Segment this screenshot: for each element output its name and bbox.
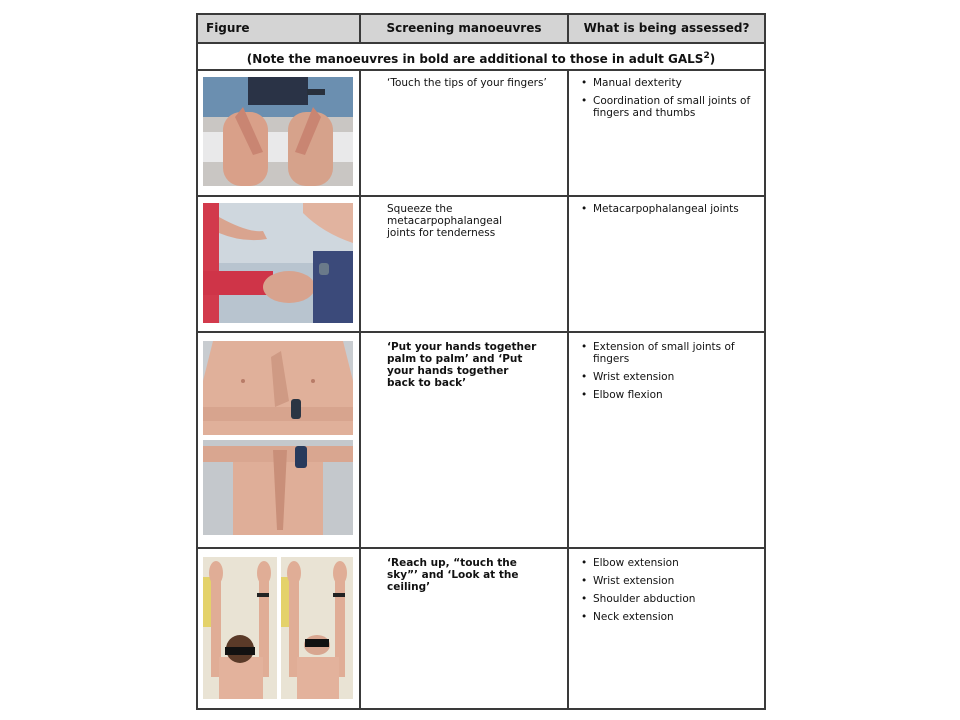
column-divider <box>359 15 361 708</box>
photo-look-ceiling <box>281 557 353 699</box>
assessed-list <box>581 557 759 629</box>
photo-back-to-back <box>203 440 353 535</box>
assessed-list <box>581 203 759 221</box>
screening-table <box>196 13 766 710</box>
photo-mcp-squeeze <box>203 203 353 323</box>
manoeuvre-text: ‘Put your hands together palm to palm’ and ‘Put your hands together back to back’ <box>387 341 537 389</box>
column-divider <box>567 15 569 708</box>
note-superscript: 2 <box>703 51 710 61</box>
note-text: (Note the manoeuvres in bold are additional to those in adult GALS <box>246 52 704 66</box>
assessed-item: • Elbow extension <box>581 557 759 569</box>
assessed-list <box>581 341 759 407</box>
assessed-item: • Neck extension <box>581 611 759 623</box>
assessed-list <box>581 77 759 125</box>
note-row <box>198 44 764 69</box>
photo-reach-up <box>203 557 277 699</box>
manoeuvre-text: ‘Touch the tips of your fingers’ <box>387 77 547 89</box>
assessed-item: • Shoulder abduction <box>581 593 759 605</box>
assessed-item: • Manual dexterity <box>581 77 759 89</box>
row-divider <box>198 547 764 549</box>
assessed-item: • Extension of small joints of fingers <box>581 341 759 365</box>
note-close: ) <box>709 52 716 66</box>
header-assessed: What is being assessed? <box>569 15 764 42</box>
header-manoeuvres: Screening manoeuvres <box>361 15 567 42</box>
row-divider <box>198 331 764 333</box>
assessed-item: • Metacarpophalangeal joints <box>581 203 759 215</box>
manoeuvre-text: Squeeze the metacarpophalangeal joints for tenderness <box>387 203 503 239</box>
row-divider <box>198 195 764 197</box>
assessed-item: • Elbow flexion <box>581 389 759 401</box>
photo-palm-to-palm <box>203 341 353 435</box>
assessed-item: • Wrist extension <box>581 371 759 383</box>
header-figure: Figure <box>198 15 359 42</box>
assessed-item: • Wrist extension <box>581 575 759 587</box>
row-divider <box>198 69 764 71</box>
photo-finger-tips <box>203 77 353 186</box>
manoeuvre-text: ‘Reach up, “touch the sky”’ and ‘Look at the ceiling’ <box>387 557 519 593</box>
assessed-item: • Coordination of small joints of fingers and thumbs <box>581 95 759 119</box>
